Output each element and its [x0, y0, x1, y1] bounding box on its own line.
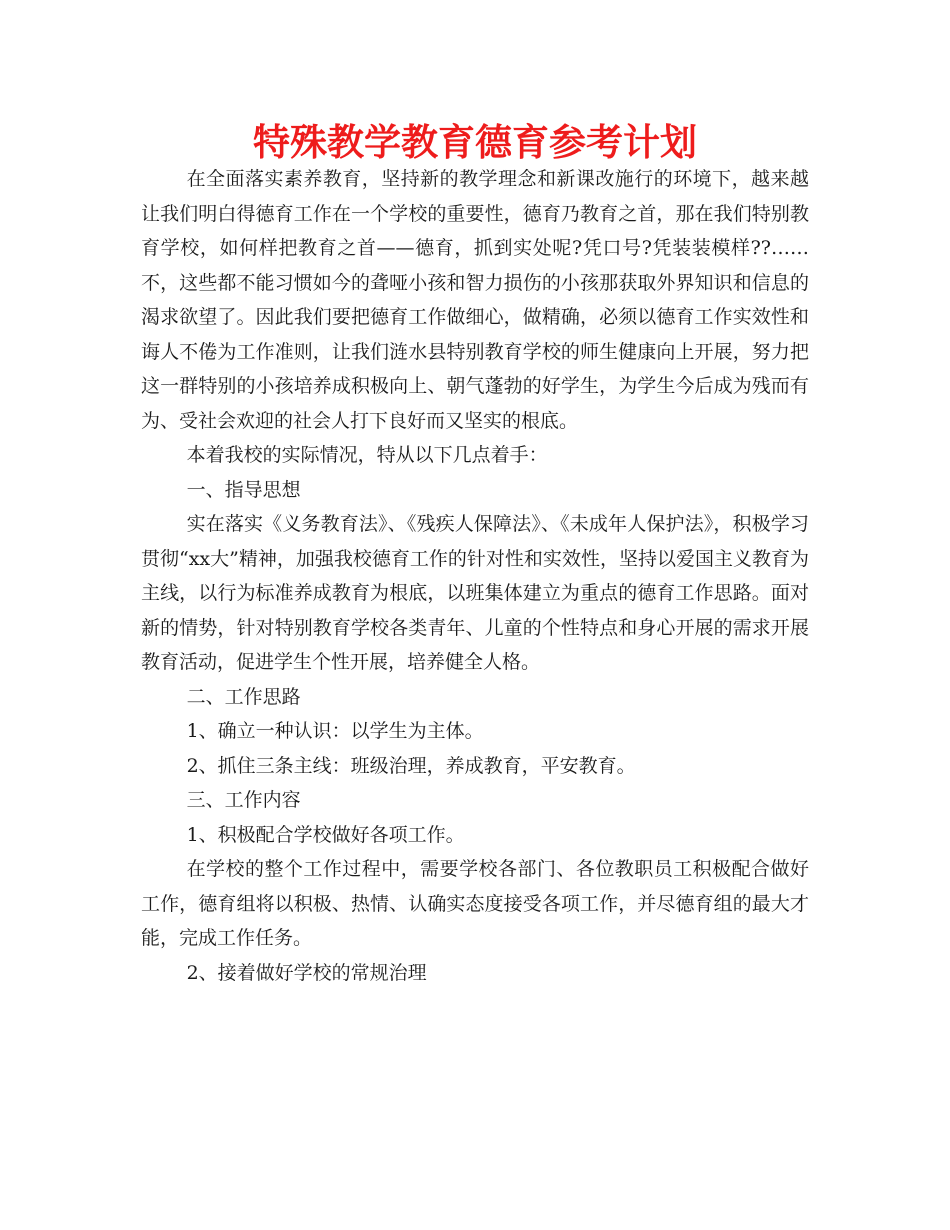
paragraph-work-content-1: 在学校的整个工作过程中，需要学校各部门、各位教职员工积极配合做好工作，德育组将以积极、热情、认确实态度接受各项工作，并尽德育组的最大才能，完成工作任务。: [141, 858, 809, 949]
paragraph-approach: 本着我校的实际情况，特从以下几点着手：: [186, 444, 548, 466]
list-item-work-content-1: 1、积极配合学校做好各项工作。: [186, 823, 465, 846]
section-heading-work-content: 三、工作内容: [186, 789, 301, 811]
section-heading-work-ideas: 二、工作思路: [186, 685, 301, 708]
list-item-work-idea-1: 1、确立一种认识：以学生为主体。: [186, 720, 484, 742]
document-body: [141, 162, 809, 990]
paragraph-guiding-thought: 实在落实《义务教育法》、《残疾人保障法》、《未成年人保护法》，积极学习贯彻“xx大”精神，加强我校德育工作的针对性和实效性，坚持以爱国主义教育为主线，以行为标准养成教育为根底，以班集体建立为重点的德育工作思路。面对新的情势，针对特别教育学校各类青年、儿童的个性特点和身心开展的需求开展教育活动，促进学生个性开展，培养健全人格。: [141, 513, 809, 673]
paragraph-intro: 在全面落实素养教育，坚持新的教学理念和新课改施行的环境下，越来越让我们明白得德育工作在一个学校的重要性，德育乃教育之首，那在我们特别教育学校，如何样把教育之首——德育，抓到实处呢?凭口号?凭装装模样??……不，这些都不能习惯如今的聋哑小孩和智力损伤的小孩那获取外界知识和信息的渴求欲望了。因此我们要把德育工作做细心，做精确，必须以德育工作实效性和诲人不倦为工作准则，让我们涟水县特别教育学校的师生健康向上开展，努力把这一群特别的小孩培养成积极向上、朝气蓬勃的好学生，为学生今后成为残而有为、受社会欢迎的社会人打下良好而又坚实的根底。: [141, 168, 809, 432]
document-title: 特殊教学教育德育参考计划: [253, 121, 697, 164]
list-item-work-idea-2: 2、抓住三条主线：班级治理，养成教育，平安教育。: [186, 754, 636, 777]
section-heading-guiding-thought: 一、指导思想: [186, 478, 301, 501]
list-item-work-content-2: 2、接着做好学校的常规治理: [186, 961, 427, 984]
